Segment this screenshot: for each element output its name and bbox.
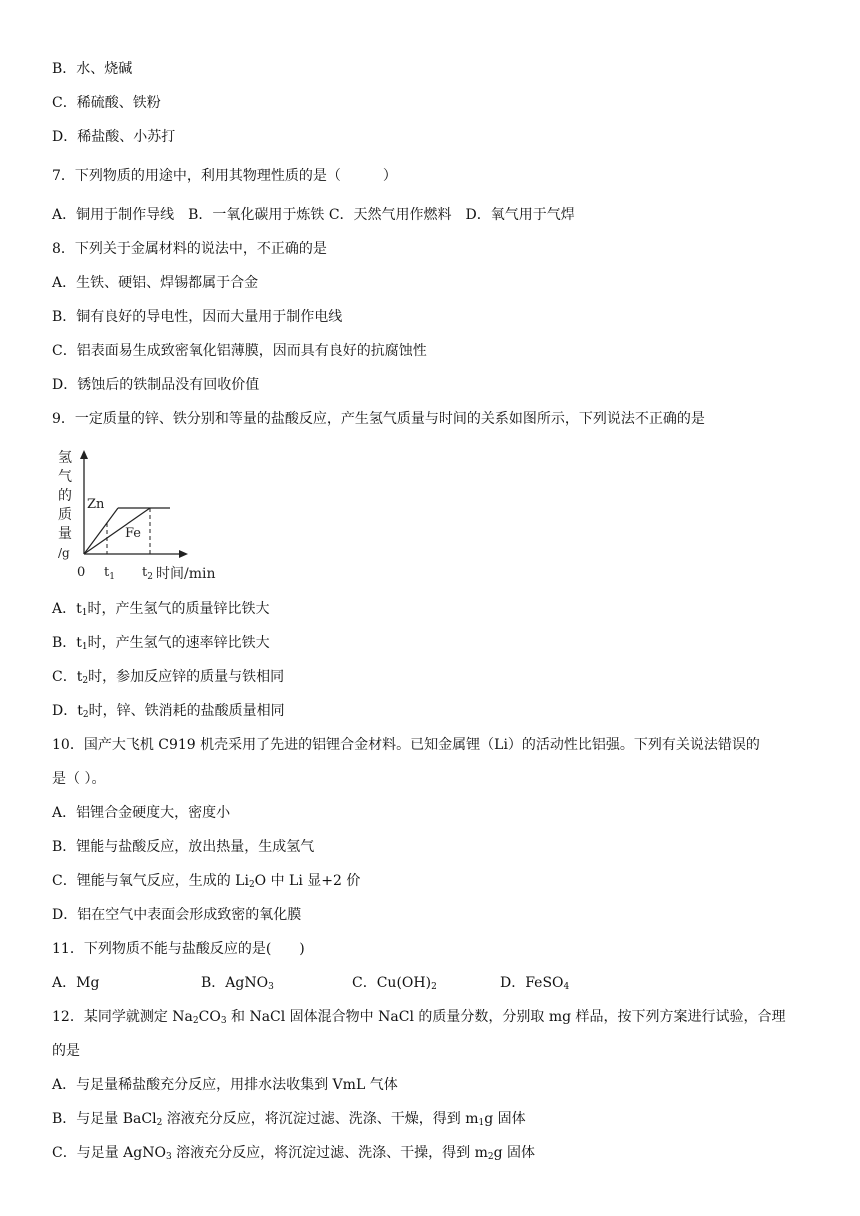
option-8a: A．生铁、硬铝、焊锡都属于合金: [52, 275, 259, 291]
question-9: 9．一定质量的锌、铁分别和等量的盐酸反应，产生氢气质量与时间的关系如图所示，下列说法不正确的是: [52, 411, 705, 427]
option-12b: B．与足量 BaCl$_2$ 溶液充分反应，将沉淀过滤、洗涤、干燥，得到 $m_1g$ 固体: [52, 1111, 526, 1128]
option-12a: A．与足量稀盐酸充分反应，用排水法收集到 VmL 气体: [52, 1077, 398, 1093]
option-10c: C．锂能与氧气反应，生成的 $Li_2O$ 中 Li 显+2 价: [52, 873, 361, 890]
option-8d: D．锈蚀后的铁制品没有回收价值: [52, 377, 260, 393]
option-11a: A．Mg: [52, 975, 100, 991]
y-label-char: 量: [58, 526, 72, 542]
option-9d: D．$t_2$时，锌、铁消耗的盐酸质量相同: [52, 703, 285, 720]
y-label-char: 氢: [58, 450, 72, 466]
zn-curve: [84, 508, 118, 554]
question-7-options: A．铜用于制作导线 B．一氧化碳用于炼铁 C．天然气用作燃料 D．氧气用于气焊: [52, 207, 575, 223]
x-axis-label: 时间/min: [156, 566, 216, 582]
option-9c: C．$t_2$时，参加反应锌的质量与铁相同: [52, 669, 285, 686]
question-10-line1: 10．国产大飞机 C919 机壳采用了先进的铝锂合金材料。已知金属锂（Li）的活动性比铝强。下列有关说法错误的: [52, 737, 760, 753]
question-12-line2: 的是: [52, 1043, 80, 1059]
question-8: 8．下列关于金属材料的说法中，不正确的是: [52, 241, 327, 257]
option-10b: B．锂能与盐酸反应，放出热量，生成氢气: [52, 839, 315, 855]
y-label-char: 质: [58, 507, 72, 523]
option-6d: D．稀盐酸、小苏打: [52, 129, 176, 145]
question-7: 7．下列物质的用途中，利用其物理性质的是（ ）: [52, 168, 397, 184]
hydrogen-time-graph: [48, 446, 228, 582]
t2-tick-label: $t_2$: [142, 565, 153, 582]
option-11c: C．$Cu(OH)_2$: [352, 975, 437, 992]
option-11d: D．FeSO$_4$: [500, 975, 570, 992]
option-8b: B．铜有良好的导电性，因而大量用于制作电线: [52, 309, 343, 325]
y-axis-label: [58, 450, 72, 560]
question-12-line1: 12．某同学就测定 $Na_2CO_3$ 和 NaCl 固体混合物中 NaCl 的质量分数，分别取 mg 样品，按下列方案进行试验，合理: [52, 1009, 786, 1026]
option-11b: B．AgNO$_3$: [201, 975, 274, 992]
y-axis-arrow: [80, 450, 88, 459]
option-8c: C．铝表面易生成致密氧化铝薄膜，因而具有良好的抗腐蚀性: [52, 343, 427, 359]
option-10a: A．铝锂合金硬度大，密度小: [52, 805, 231, 821]
option-12c: C．与足量 AgNO$_3$ 溶液充分反应，将沉淀过滤、洗涤、干操，得到 $m_2g$ 固体: [52, 1145, 536, 1162]
option-10d: D．铝在空气中表面会形成致密的氧化膜: [52, 907, 302, 923]
option-9a: A．$t_1$时，产生氢气的质量锌比铁大: [52, 601, 270, 618]
question-11-options: [52, 973, 812, 993]
question-11: 11．下列物质不能与盐酸反应的是( ): [52, 941, 305, 957]
zn-label: Zn: [87, 497, 105, 512]
option-6b: B．水、烧碱: [52, 61, 133, 77]
fe-label: Fe: [125, 526, 142, 541]
y-label-char: /g: [58, 546, 70, 560]
y-label-char: 的: [58, 488, 72, 504]
option-9b: B．$t_1$时，产生氢气的速率锌比铁大: [52, 635, 270, 652]
t1-tick-label: $t_1$: [104, 565, 115, 582]
y-label-char: 气: [58, 469, 72, 485]
question-10-line2: 是（ ）。: [52, 771, 106, 787]
option-6c: C．稀硫酸、铁粉: [52, 95, 161, 111]
x-axis-arrow: [179, 550, 188, 558]
origin-label: 0: [77, 565, 86, 580]
